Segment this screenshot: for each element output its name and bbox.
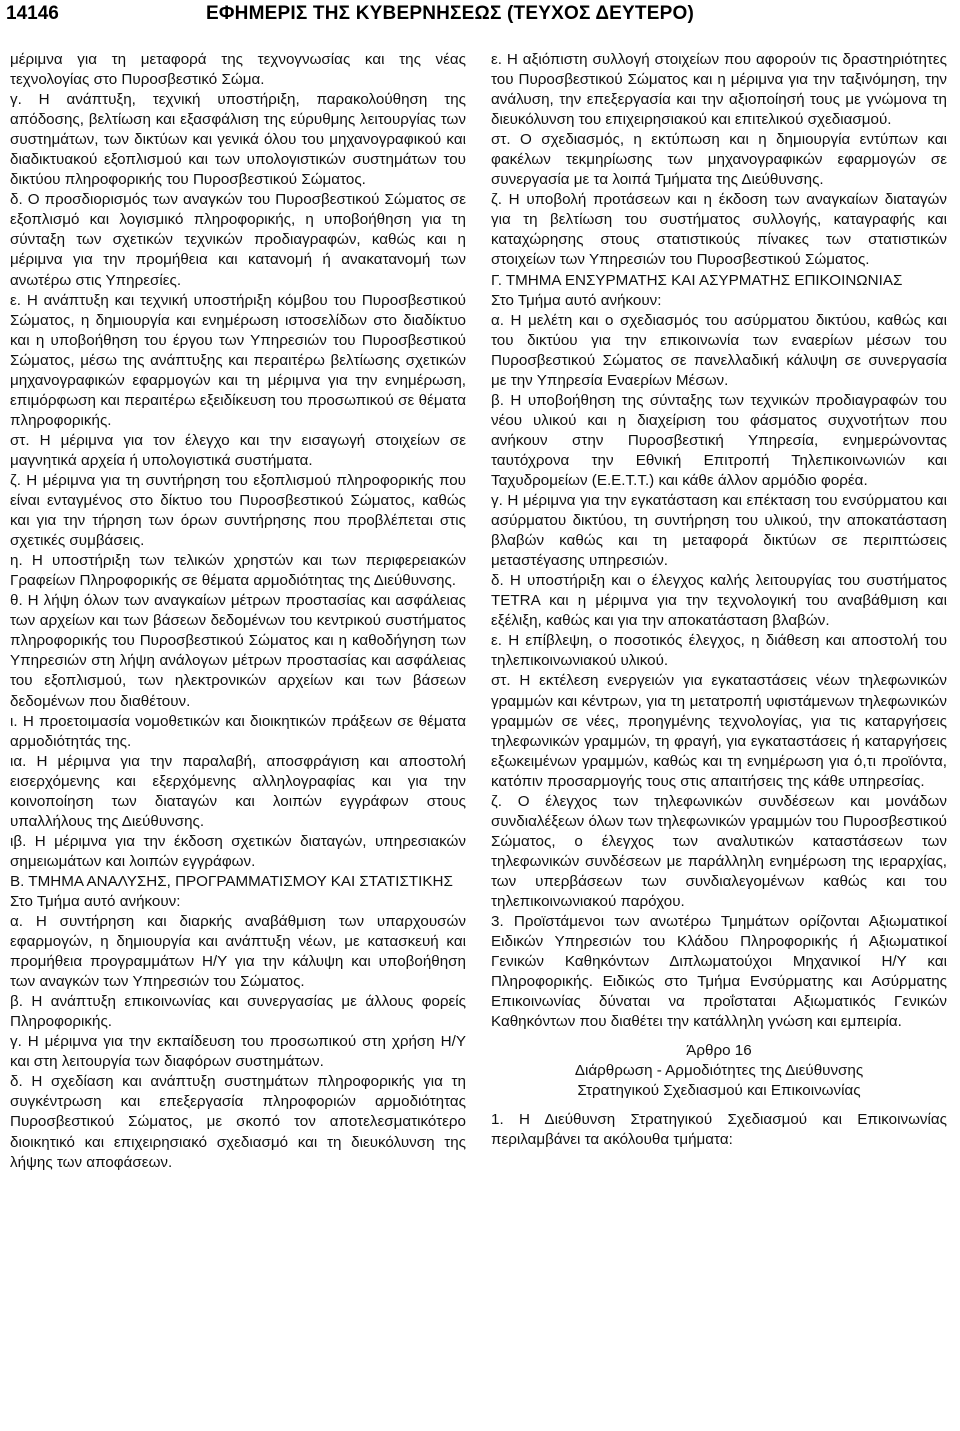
article-number: Άρθρο 16	[686, 1042, 752, 1060]
right-column	[491, 50, 947, 1151]
paragraph-b-delta: δ. Η σχεδίαση και ανάπτυξη συστημάτων πληροφορικής για τη συγκέντρωση και επεξεργασία πληροφοριών αρμοδιότητας Πυροσβεστικού Σώματος, με σκοπό τον αποτελεσματικότερο διοικητικό και επιχειρησιακό σχεδιασμό και τη διευκόλυνση της λήψης των αποφάσεων.	[10, 1073, 466, 1171]
paragraph-g-alpha: α. Η μελέτη και ο σχεδιασμός του ασύρματου δικτύου, καθώς και του δικτύου για την επικοινωνία των εναερίων μέσων του Πυροσβεστικού Σώματος σε πανελλαδική κάλυψη σε συνεργασία με την Υπηρεσία Εναερίων Μέσων.	[491, 311, 947, 389]
paragraph-continuation: μέριμνα για τη μεταφορά της τεχνογνωσίας και της νέας τεχνολογίας στο Πυροσβεστικό Σώμα.	[10, 51, 466, 89]
paragraph-b-st: στ. Ο σχεδιασμός, η εκτύπωση και η δημιουργία εντύπων και φακέλων τεκμηρίωσης των μηχανογραφικών εφαρμογών σε συνεργασία με τα λοιπά Τμήματα της Διεύθυνσης.	[491, 131, 947, 189]
paragraph-gamma: γ. Η ανάπτυξη, τεχνική υποστήριξη, παρακολούθηση της απόδοσης, βελτίωση και εξασφάλιση της εύρυθμης λειτουργίας των συστημάτων, των δικτύων και γενικά όλου του μηχανογραφικού και διαδικτυακού εξοπλισμού και των υπολογιστικών συστημάτων του δικτύου πληροφορικής του Πυροσβεστικού Σώματος.	[10, 91, 466, 189]
paragraph-g-zeta: ζ. Ο έλεγχος των τηλεφωνικών συνδέσεων και μονάδων συνδιαλέξεων όλων των τηλεφωνικών γραμμών του Πυροσβεστικού Σώματος, ο έλεγχος των αναλυτικών καταστάσεων των τηλεφωνικών συνδέσεων με παράλληλη ενημέρωση της ιεραρχίας, των υπερβάσεων των συνδιαλεγομένων καθώς και του τηλεπικοινωνιακού παρόχου.	[491, 792, 947, 910]
paragraph-delta: δ. Ο προσδιορισμός των αναγκών του Πυροσβεστικού Σώματος σε εξοπλισμό και λογισμικό πληροφορικής, η υποβοήθηση για τη σύνταξη των σχετικών τεχνικών προδιαγραφών, καθώς και η μέριμνα για την προμήθεια και κατανομή ή ανακατανομή των ανωτέρω στις Υπηρεσίες.	[10, 191, 466, 289]
section-heading-g: Γ. ΤΜΗΜΑ ΕΝΣΥΡΜΑΤΗΣ ΚΑΙ ΑΣΥΡΜΑΤΗΣ ΕΠΙΚΟΙΝΩΝΙΑΣ	[491, 271, 903, 289]
section-heading-b: Β. ΤΜΗΜΑ ΑΝΑΛΥΣΗΣ, ΠΡΟΓΡΑΜΜΑΤΙΣΜΟΥ ΚΑΙ ΣΤΑΤΙΣΤΙΚΗΣ	[10, 872, 453, 890]
paragraph-b-alpha: α. Η συντήρηση και διαρκής αναβάθμιση των υπαρχουσών εφαρμογών, η δημιουργία και ανάπτυξη νέων, με κατασκευή και προμήθεια προγραμμάτων Η/Υ για την κάλυψη και υποβοήθηση των αναγκών των Υπηρεσιών του Σώματος.	[10, 913, 466, 991]
gazette-title: ΕΦΗΜΕΡΙΣ ΤΗΣ ΚΥΒΕΡΝΗΣΕΩΣ (ΤΕΥΧΟΣ ΔΕΥΤΕΡΟ)	[206, 3, 694, 24]
section-intro-g: Στο Τμήμα αυτό ανήκουν:	[491, 291, 662, 309]
paragraph-iota: ι. Η προετοιμασία νομοθετικών και διοικητικών πράξεων σε θέματα αρμοδιότητάς της.	[10, 712, 466, 750]
paragraph-g-epsilon: ε. Η επίβλεψη, ο ποσοτικός έλεγχος, η διάθεση και αποστολή του τηλεπικοινωνιακού υλικού.	[491, 632, 947, 670]
paragraph-ib: ιβ. Η μέριμνα για την έκδοση σχετικών διαταγών, υπηρεσιακών σημειωμάτων και λοιπών εγγράφων.	[10, 832, 466, 870]
paragraph-three: 3. Προϊστάμενοι των ανωτέρω Τμημάτων ορίζονται Αξιωματικοί Ειδικών Υπηρεσιών του Κλάδου Πληροφορικής ή Αξιωματικοί Γενικών Καθηκόντων Διπλωματούχοι Μηχανικοί Η/Υ και Πληροφορικής. Ειδικώς στο Τμήμα Ενσύρματης και Ασύρματης Επικοινωνίας δύναται να προΐσταται Αξιωματικός Γενικών Καθηκόντων που διαθέτει την κατάλληλη γνώση και εμπειρία.	[491, 913, 947, 1031]
paragraph-g-delta: δ. Η υποστήριξη και ο έλεγχος καλής λειτουργίας του συστήματος TETRA και η μέριμνα για την τεχνολογική του αναβάθμιση και εξέλιξη, καθώς και για την αποκατάσταση βλαβών.	[491, 572, 947, 630]
paragraph-epsilon: ε. Η ανάπτυξη και τεχνική υποστήριξη κόμβου του Πυροσβεστικού Σώματος, η δημιουργία και ενημέρωση ιστοσελίδων στο διαδίκτυο και η υποβοήθηση του έργου των Υπηρεσιών του Πυροσβεστικού Σώματος, μέσω της ανάπτυξης και περαιτέρω βελτίωσης σχετικών μηχανογραφικών εφαρμογών και τη μέριμνα για την ενημέρωση, επιμόρφωση και περαιτέρω εξειδίκευση του προσωπικού σε θέματα πληροφορικής.	[10, 291, 466, 429]
page-number: 14146	[6, 3, 59, 24]
paragraph-b-epsilon: ε. Η αξιόπιστη συλλογή στοιχείων που αφορούν τις δραστηριότητες του Πυροσβεστικού Σώματος και η μέριμνα για την ταξινόμηση, την ανάλυση, την επεξεργασία και την αξιοποίησή τους με γνώμονα τη διευκόλυνση του επιχειρησιακού και επιτελικού σχεδιασμού.	[491, 51, 947, 129]
paragraph-theta: θ. Η λήψη όλων των αναγκαίων μέτρων προστασίας και ασφάλειας των αρχείων και των βάσεων δεδομένων του κεντρικού συστήματος πληροφορικής του Πυροσβεστικού Σώματος και η καθοδήγηση των Υπηρεσιών στη λήψη ανάλογων μέτρων προστασίας και ασφάλειας του εξοπλισμού, των ηλεκτρονικών αρχείων και των βάσεων δεδομένων που διαθέτουν.	[10, 592, 466, 710]
article-title-line1: Διάρθρωση - Αρμοδιότητες της Διεύθυνσης	[574, 1062, 864, 1080]
paragraph-b-zeta: ζ. Η υποβολή προτάσεων και η έκδοση των αναγκαίων διαταγών για τη βελτίωση του συστήματος συλλογής, καταγραφής και καταχώρησης στους στατιστικούς πίνακες των στατιστικών στοιχείων των Υπηρεσιών του Πυροσβεστικού Σώματος.	[491, 191, 947, 269]
article-title-line2: Στρατηγικού Σχεδιασμού και Επικοινωνίας	[577, 1082, 861, 1100]
paragraph-g-beta: β. Η υποβοήθηση της σύνταξης των τεχνικών προδιαγραφών του νέου υλικού και η διαχείριση του φάσματος συχνοτήτων που ανήκουν στην Πυροσβεστική Υπηρεσία, ενημερώνοντας ταυτόχρονα την Εθνική Επιτροπή Τηλεπικοινωνιών και Ταχυδρομείων (Ε.Ε.Τ.Τ.) και κάθε άλλον αρμόδιο φορέα.	[491, 391, 947, 489]
paragraph-g-gamma: γ. Η μέριμνα για την εγκατάσταση και επέκταση του ενσύρματου και ασύρματου δικτύου, τη συντήρηση του υλικού, την αποκατάσταση βλαβών καθώς και τη μεταφορά δικτύων σε περιπτώσεις μεταστέγασης υπηρεσιών.	[491, 492, 947, 570]
paragraph-b-beta: β. Η ανάπτυξη επικοινωνίας και συνεργασίας με άλλους φορείς Πληροφορικής.	[10, 993, 466, 1031]
article-paragraph-one: 1. Η Διεύθυνση Στρατηγικού Σχεδιασμού και Επικοινωνίας περιλαμβάνει τα ακόλουθα τμήματα:	[491, 1111, 947, 1149]
paragraph-ia: ια. Η μέριμνα για την παραλαβή, αποσφράγιση και αποστολή εισερχόμενης και εξερχόμενης αλληλογραφίας και για την κοινοποίηση των διαταγών και λοιπών εγγράφων στους υπαλλήλους της Διεύθυνσης.	[10, 752, 466, 830]
paragraph-st: στ. Η μέριμνα για τον έλεγχο και την εισαγωγή στοιχείων σε μαγνητικά αρχεία ή υπολογιστικά συστήματα.	[10, 431, 466, 469]
paragraph-b-gamma: γ. Η μέριμνα για την εκπαίδευση του προσωπικού στη χρήση Η/Υ και στη λειτουργία των διαφόρων συστημάτων.	[10, 1033, 466, 1071]
section-intro-b: Στο Τμήμα αυτό ανήκουν:	[10, 892, 181, 910]
paragraph-g-st: στ. Η εκτέλεση ενεργειών για εγκαταστάσεις νέων τηλεφωνικών γραμμών και κέντρων, για τη μετατροπή υφιστάμενων τηλεφωνικών γραμμών σε νέες, προηγμένης τεχνολογίας, για τις καταργήσεις τηλεφωνικών γραμμών, τη φραγή, για εγκαταστάσεις ή καταργήσεις εξωκειμένων γραμμών, καθώς και τη ενημέρωση για ό,τι προϊόντα, κατόπιν προσαρμογής τους στις απαιτήσεις της κάθε υπηρεσίας.	[491, 672, 947, 790]
paragraph-eta: η. Η υποστήριξη των τελικών χρηστών και των περιφερειακών Γραφείων Πληροφορικής σε θέματα αρμοδιότητας της Διεύθυνσης.	[10, 552, 466, 590]
left-column	[10, 50, 466, 1173]
page-header	[0, 0, 960, 28]
paragraph-zeta: ζ. Η μέριμνα για τη συντήρηση του εξοπλισμού πληροφορικής που είναι ενταγμένος στο δίκτυο του Πυροσβεστικού Σώματος, καθώς και για την τήρηση των όρων συντήρησης που προβλέπεται στις σχετικές συμβάσεις.	[10, 471, 466, 550]
